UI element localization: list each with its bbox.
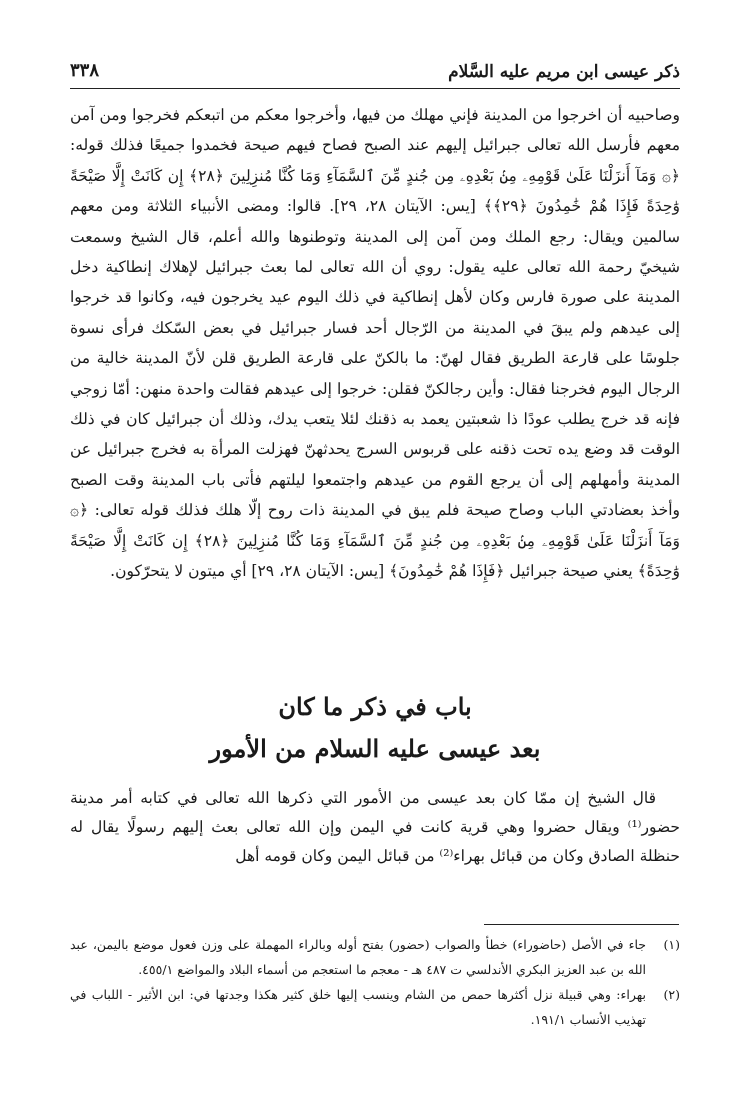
body-paragraph: وصاحبيه أن اخرجوا من المدينة فإني مهلك من فيها، وأخرجوا معكم من اتبعكم فخرجوا ومن آمن معهم فأرسل الله تعالى جبرائيل إليهم عند الصبح فصاح فيهم صيحة فخمدوا جميعًا فذلك قوله: ﴿۞ وَمَآ أَنزَلْنَا عَلَىٰ قَوْمِهِۦ مِنۢ بَعْدِهِۦ مِن جُندٍ مِّنَ ٱلسَّمَآءِ وَمَا كُنَّا مُنزِلِينَ ﴿٢٨﴾ إِن كَانَتْ إِلَّا صَيْحَةً وَٰحِدَةً فَإِذَا هُمْ خَٰمِدُونَ ﴿٢٩﴾﴾ [يس: الآيتان ٢٨، ٢٩]. قالوا: ومضى الأنبياء الثلاثة ومن معهم سالمين ويقال: رجع الملك ومن آمن إلى المدينة وتوطنوها والله أعلم، قال الشيخ وسمعت شيخيّ رحمة الله تعالى عليه يقول: روي أن الله تعالى لما بعث جبرائيل لإهلاك إنطاكية دخل المدينة على صورة فارس وكان لأهل إنطاكية في ذلك اليوم عيد يخرجون فيه، وكانوا قد خرجوا إلى عيدهم ولم يبقَ في المدينة من الرّجال أحد فسار جبرائيل في بعض السّكك فرأى نسوة جلوسًا على قارعة الطريق فقال لهنّ: ما بالكنّ على قارعة الطريق قلن لأنّ المدينة خالية من الرجال اليوم فخرجنا فقال: وأين رجالكنّ فقلن: خرجوا إلى عيدهم فقالت واحدة منهن: أمّا زوجي فإنه قد خرج يطلب عودًا ذا شعبتين يعمد به ذقنك لئلا يتعب يدك، وذلك أن جبرائيل كان في ذلك الوقت قد وضع يده تحت ذقنه على قربوس السرج يحدثهنّ فهزلت المرأة به فخرج جبرائيل عن المدينة وأمهلهم إلى أن يرجع القوم من عيدهم واجتمعوا ليلتهم فأتى باب المدينة وقت الصبح وأخذ بعضادتي الباب وصاح صيحة فلم يبق في المدينة ذات روح إلّا هلك فذلك قوله تعالى: ﴿۞ وَمَآ أَنزَلْنَا عَلَىٰ قَوْمِهِۦ مِنۢ بَعْدِهِۦ مِن جُندٍ مِّنَ ٱلسَّمَآءِ وَمَا كُنَّا مُنزِلِينَ ﴿٢٨﴾ إِن كَانَتْ إِلَّا صَيْحَةً وَٰحِدَةً﴾ يعني صيحة جبرائيل ﴿فَإِذَا هُمْ خَٰمِدُونَ﴾ [يس: الآيتان ٢٨، ٢٩] أي ميتون لا يتحرّكون. bbox=[70, 106, 681, 581]
footnote-2 bbox=[70, 982, 680, 1032]
section-heading bbox=[70, 686, 680, 770]
page-number: ٣٣٨ bbox=[70, 60, 100, 81]
section-text bbox=[70, 784, 680, 871]
footnote-1 bbox=[70, 932, 680, 982]
footnote-divider bbox=[484, 924, 679, 925]
footnote-text: بهراء: وهي قبيلة نزل أكثرها حمص من الشام وينسب إليها خلق كثير هكذا وجدتها في: ابن الأثير - اللباب في تهذيب الأنساب ١٩١/١. bbox=[70, 987, 646, 1027]
footnotes bbox=[70, 932, 680, 1032]
body-text bbox=[70, 100, 680, 587]
footnote-number: (١) bbox=[663, 937, 680, 952]
section-heading-line-2: بعد عيسى عليه السلام من الأمور bbox=[209, 734, 541, 763]
section-paragraph: قال الشيخ إن ممّا كان بعد عيسى من الأمور التي ذكرها الله تعالى في كتابه أمر مدينة حضور⁽¹⁾ ويقال حضروا وهي قرية كانت في اليمن وإن الله تعالى بعث إليهم رسولًا يقال له حنظلة الصادق وكان من قبائل بهراء⁽²⁾ من قبائل اليمن وكان قومه أهل bbox=[70, 789, 680, 865]
section-heading-line-1: باب في ذكر ما كان bbox=[278, 692, 472, 721]
footnote-number: (٢) bbox=[663, 987, 680, 1002]
page-header bbox=[70, 58, 680, 89]
running-title: ذكر عيسى ابن مريم عليه السَّلام bbox=[448, 62, 680, 82]
footnote-text: جاء في الأصل (حاضوراء) خطأ والصواب (حضور) بفتح أوله وبالراء المهملة على وزن فعول موضع باليمن، عبد الله بن عبد العزيز البكري الأندلسي ت ٤٨٧ هـ - معجم ما استعجم من أسماء البلاد والمواضع ٤٥٥/١. bbox=[70, 937, 646, 977]
